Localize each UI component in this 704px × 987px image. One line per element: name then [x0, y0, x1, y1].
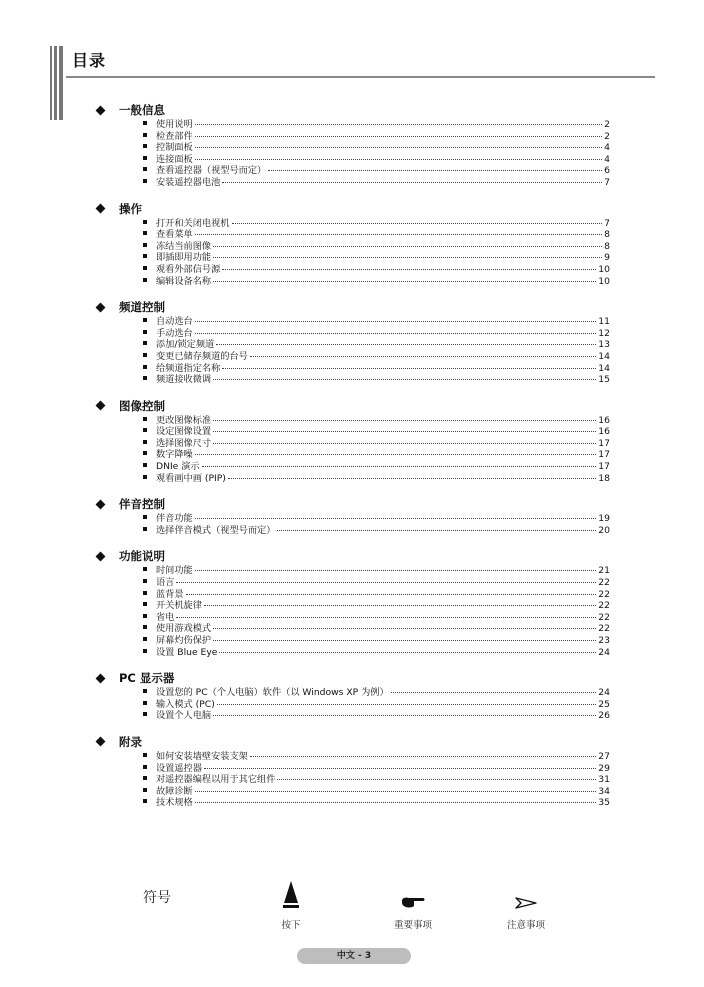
- square-bullet-icon: [143, 614, 147, 618]
- toc-entry[interactable]: [95, 525, 610, 537]
- toc-entry-text: 设置个人电脑: [156, 710, 212, 722]
- diamond-bullet-icon: [96, 204, 106, 214]
- toc-entry-text: 更改图像标准: [156, 414, 212, 426]
- diamond-bullet-icon: [96, 499, 106, 509]
- toc-entry-text: 检查部件: [156, 130, 193, 142]
- toc-entry[interactable]: [95, 786, 610, 798]
- toc-entry[interactable]: [95, 577, 610, 589]
- toc-entry-text: 设置遥控器: [156, 762, 202, 774]
- square-bullet-icon: [143, 765, 147, 769]
- square-bullet-icon: [143, 515, 147, 519]
- toc-entry-text: 设定图像设置: [156, 426, 212, 438]
- toc-entry-text: 使用说明: [156, 119, 193, 130]
- toc-section-title: 功能说明: [119, 549, 165, 564]
- toc-section-title: 伴音控制: [119, 497, 165, 512]
- square-bullet-icon: [143, 243, 147, 247]
- square-bullet-icon: [143, 440, 147, 444]
- square-bullet-icon: [143, 649, 147, 653]
- symbols-title: 符号: [143, 890, 171, 906]
- dot-leader: [213, 257, 602, 258]
- pointing-hand-icon: [401, 895, 425, 909]
- toc-entry-page: 11: [598, 316, 610, 328]
- square-bullet-icon: [143, 567, 147, 571]
- dot-leader: [222, 182, 602, 183]
- toc-entry-page: 9: [604, 252, 610, 264]
- toc-entry-page: 7: [604, 176, 610, 188]
- square-bullet-icon: [143, 451, 147, 455]
- press-arrow-icon: [283, 881, 299, 909]
- toc-entry-page: 8: [604, 240, 610, 252]
- square-bullet-icon: [143, 701, 147, 705]
- toc-entry-text: 编辑设备名称: [156, 275, 212, 287]
- toc-entry-text: 变更已储存频道的台号: [156, 350, 248, 362]
- toc-entry[interactable]: [95, 473, 610, 485]
- toc-entry[interactable]: [95, 374, 610, 386]
- dot-leader: [195, 234, 602, 235]
- toc-entry[interactable]: [95, 363, 610, 375]
- toc-entry-page: 25: [598, 698, 610, 710]
- toc-entry-text: 观看外部信号源: [156, 263, 221, 275]
- toc-entry-page: 17: [598, 449, 610, 461]
- square-bullet-icon: [143, 428, 147, 432]
- toc-section-header: [95, 670, 610, 686]
- symbol-press: [271, 875, 311, 931]
- toc-section: [95, 102, 610, 189]
- toc-entry-page: 7: [604, 217, 610, 229]
- dot-leader: [213, 715, 596, 716]
- square-bullet-icon: [143, 156, 147, 160]
- square-bullet-icon: [143, 179, 147, 183]
- dot-leader: [268, 170, 602, 171]
- toc-entry-text: 控制面板: [156, 142, 193, 154]
- square-bullet-icon: [143, 266, 147, 270]
- dot-leader: [195, 321, 597, 322]
- toc-entry-text: 连接面板: [156, 153, 193, 165]
- toc-entry-page: 19: [598, 513, 610, 525]
- toc-entry[interactable]: [95, 589, 610, 601]
- diamond-bullet-icon: [96, 105, 106, 115]
- dot-leader: [213, 443, 596, 444]
- symbols-legend: [0, 875, 704, 935]
- toc-entry-text: 语言: [156, 577, 175, 589]
- toc-entry-text: 设置 Blue Eye: [156, 646, 218, 658]
- dot-leader: [213, 379, 596, 380]
- toc-entry-text: 技术规格: [156, 797, 193, 809]
- toc-entry-text: 自动选台: [156, 316, 193, 328]
- toc-entry-text: 如何安装墙壁安装支架: [156, 750, 248, 762]
- toc-section-title: 频道控制: [119, 300, 165, 315]
- diamond-bullet-icon: [96, 737, 106, 747]
- toc-entry-text: 添加/锁定频道: [156, 339, 215, 351]
- square-bullet-icon: [143, 167, 147, 171]
- page-number-badge: 中文 - 3: [297, 948, 411, 964]
- toc-entry[interactable]: [95, 710, 610, 722]
- toc-section-header: [95, 102, 610, 118]
- square-bullet-icon: [143, 278, 147, 282]
- toc-entry[interactable]: [95, 339, 610, 351]
- dot-leader: [195, 136, 602, 137]
- dot-leader: [195, 518, 597, 519]
- toc-section-title: PC 显示器: [119, 671, 175, 686]
- toc-section-header: [95, 398, 610, 414]
- toc-section-title: 一般信息: [119, 103, 165, 117]
- header-rule: [66, 76, 655, 78]
- toc-entry-page: 22: [598, 600, 610, 612]
- symbol-note-label: 注意事项: [506, 920, 545, 931]
- dot-leader: [213, 281, 596, 282]
- toc-entry-text: 屏幕灼伤保护: [156, 635, 212, 646]
- toc-entry-page: 21: [598, 565, 610, 577]
- toc-entry[interactable]: [95, 241, 610, 253]
- square-bullet-icon: [143, 144, 147, 148]
- square-bullet-icon: [143, 689, 147, 693]
- toc-entry-text: 查看遥控器（视型号而定）: [156, 165, 267, 177]
- dot-leader: [217, 704, 597, 705]
- toc-entry-text: 输入模式 (PC): [156, 698, 215, 710]
- toc-section: [95, 201, 610, 288]
- toc-section-header: [95, 734, 610, 750]
- dot-leader: [213, 640, 596, 641]
- dot-leader: [195, 124, 602, 125]
- toc-entry-page: 2: [604, 130, 610, 142]
- square-bullet-icon: [143, 133, 147, 137]
- toc-entry-page: 34: [598, 785, 610, 797]
- toc-entry[interactable]: [95, 316, 610, 328]
- toc-entry-page: 27: [598, 750, 610, 762]
- symbol-important: [383, 875, 443, 931]
- dot-leader: [176, 582, 596, 583]
- toc-entry-text: 省电: [156, 611, 175, 623]
- square-bullet-icon: [143, 637, 147, 641]
- diamond-bullet-icon: [96, 673, 106, 683]
- dot-leader: [222, 269, 596, 270]
- square-bullet-icon: [143, 712, 147, 716]
- dot-leader: [391, 692, 597, 693]
- square-bullet-icon: [143, 799, 147, 803]
- toc-entry[interactable]: [95, 797, 610, 809]
- toc-section-header: [95, 299, 610, 315]
- toc-entry[interactable]: [95, 218, 610, 230]
- toc-entry-text: 蓝背景: [156, 588, 184, 600]
- toc-entry-text: 给频道指定名称: [156, 362, 221, 374]
- dot-leader: [222, 368, 596, 369]
- dot-leader: [195, 147, 602, 148]
- dot-leader: [176, 617, 596, 618]
- toc-entry-page: 35: [598, 797, 610, 809]
- dot-leader: [213, 420, 596, 421]
- toc-entry[interactable]: [95, 229, 610, 241]
- toc-entry-text: 观看画中画 (PIP): [156, 472, 226, 484]
- square-bullet-icon: [143, 341, 147, 345]
- diamond-bullet-icon: [96, 401, 106, 411]
- square-bullet-icon: [143, 625, 147, 629]
- square-bullet-icon: [143, 254, 147, 258]
- toc-section: [95, 398, 610, 485]
- square-bullet-icon: [143, 591, 147, 595]
- toc-entry-page: 10: [598, 275, 610, 287]
- dot-leader: [250, 756, 596, 757]
- toc-entry-page: 20: [598, 524, 610, 536]
- square-bullet-icon: [143, 220, 147, 224]
- toc-entry[interactable]: [95, 264, 610, 276]
- square-bullet-icon: [143, 753, 147, 757]
- toc-entry[interactable]: [95, 328, 610, 340]
- toc-entry-page: 22: [598, 577, 610, 589]
- dot-leader: [216, 344, 596, 345]
- dot-leader: [195, 333, 597, 334]
- square-bullet-icon: [143, 602, 147, 606]
- dot-leader: [204, 605, 596, 606]
- toc-entry-page: 22: [598, 588, 610, 600]
- toc-entry-page: 14: [598, 350, 610, 362]
- square-bullet-icon: [143, 318, 147, 322]
- toc-entry-text: 时间功能: [156, 565, 193, 577]
- toc-entry[interactable]: [95, 438, 610, 450]
- toc-entry[interactable]: [95, 461, 610, 473]
- toc-entry-text: 故障诊断: [156, 785, 193, 797]
- dot-leader: [204, 768, 596, 769]
- dot-leader: [186, 594, 597, 595]
- toc-entry-page: 8: [604, 229, 610, 241]
- dot-leader: [213, 628, 596, 629]
- dot-leader: [277, 530, 596, 531]
- square-bullet-icon: [143, 330, 147, 334]
- toc-section: [95, 299, 610, 386]
- toc-entry[interactable]: [95, 763, 610, 775]
- toc-entry-text: 数字降噪: [156, 449, 193, 461]
- square-bullet-icon: [143, 788, 147, 792]
- toc-entry-page: 13: [598, 339, 610, 351]
- square-bullet-icon: [143, 776, 147, 780]
- toc-section-title: 附录: [119, 734, 142, 749]
- toc-entry[interactable]: [95, 177, 610, 189]
- square-bullet-icon: [143, 376, 147, 380]
- square-bullet-icon: [143, 579, 147, 583]
- page-title: 目录: [72, 51, 107, 70]
- toc-entry[interactable]: [95, 774, 610, 786]
- toc-entry-page: 24: [598, 687, 610, 699]
- square-bullet-icon: [143, 365, 147, 369]
- toc-entry[interactable]: [95, 276, 610, 288]
- toc-entry-page: 24: [598, 646, 610, 658]
- toc-entry[interactable]: [95, 154, 610, 166]
- symbol-note: [496, 875, 556, 931]
- toc-entry-page: 22: [598, 611, 610, 623]
- dot-leader: [213, 246, 602, 247]
- toc-entry-page: 26: [598, 710, 610, 722]
- square-bullet-icon: [143, 121, 147, 125]
- toc-entry[interactable]: [95, 351, 610, 363]
- toc-entry[interactable]: [95, 647, 610, 659]
- toc-entry-page: 4: [604, 142, 610, 154]
- dot-leader: [219, 652, 596, 653]
- toc-entry[interactable]: [95, 415, 610, 427]
- toc-entry-page: 29: [598, 762, 610, 774]
- toc-entry-text: 对遥控器编程以用于其它组件: [156, 774, 276, 786]
- toc-entry-page: 23: [598, 635, 610, 646]
- toc-entry-page: 16: [598, 414, 610, 426]
- toc-section-title: 操作: [119, 201, 142, 216]
- toc-section: [95, 548, 610, 658]
- toc-entry-text: 查看菜单: [156, 229, 193, 241]
- toc-entry-text: 使用游戏模式: [156, 623, 212, 635]
- toc-section-header: [95, 496, 610, 512]
- toc-entry[interactable]: [95, 751, 610, 763]
- toc-entry[interactable]: [95, 623, 610, 635]
- toc-entry[interactable]: [95, 612, 610, 624]
- toc-entry[interactable]: [95, 426, 610, 438]
- dot-leader: [195, 159, 602, 160]
- dot-leader: [232, 223, 603, 224]
- toc-entry[interactable]: [95, 565, 610, 577]
- symbol-important-label: 重要事项: [393, 920, 432, 931]
- toc-entry-page: 6: [604, 165, 610, 177]
- square-bullet-icon: [143, 231, 147, 235]
- toc-entry-text: 选择伴音模式（视型号而定）: [156, 524, 276, 536]
- toc-entry-page: 16: [598, 426, 610, 438]
- toc-entry[interactable]: [95, 165, 610, 177]
- dot-leader: [213, 431, 596, 432]
- toc-section: [95, 734, 610, 809]
- toc-entry-page: 17: [598, 461, 610, 473]
- square-bullet-icon: [143, 527, 147, 531]
- header-stripes: [50, 46, 66, 120]
- toc-entry-page: 18: [598, 472, 610, 484]
- diamond-bullet-icon: [96, 302, 106, 312]
- toc-entry-text: 即插即用功能: [156, 252, 212, 264]
- toc-entry[interactable]: [95, 142, 610, 154]
- toc-section: [95, 496, 610, 536]
- note-arrow-icon: [515, 897, 537, 909]
- dot-leader: [195, 454, 597, 455]
- dot-leader: [250, 356, 596, 357]
- diamond-bullet-icon: [96, 551, 106, 561]
- toc-entry-text: 频道接收微调: [156, 374, 212, 386]
- toc-entry-page: 15: [598, 374, 610, 386]
- toc-entry-text: 冻结当前图像: [156, 240, 212, 252]
- toc-entry-page: 2: [604, 119, 610, 130]
- toc-entry[interactable]: [95, 252, 610, 264]
- toc-section: [95, 670, 610, 722]
- toc-entry-page: 31: [598, 774, 610, 786]
- toc-section-title: 图像控制: [119, 398, 165, 413]
- square-bullet-icon: [143, 475, 147, 479]
- toc-entry[interactable]: [95, 699, 610, 711]
- symbol-press-label: 按下: [281, 920, 301, 931]
- toc-entry-text: 伴音功能: [156, 513, 193, 525]
- toc-entry-text: 设置您的 PC（个人电脑）软件（以 Windows XP 为例）: [156, 687, 389, 699]
- toc-section-header: [95, 201, 610, 217]
- square-bullet-icon: [143, 463, 147, 467]
- dot-leader: [228, 478, 596, 479]
- toc-entry-page: 14: [598, 362, 610, 374]
- toc-entry-text: 安装遥控器电池: [156, 176, 221, 188]
- toc-entry-page: 10: [598, 263, 610, 275]
- toc-entry-text: 开关机旋律: [156, 600, 202, 612]
- dot-leader: [195, 791, 597, 792]
- toc-entry[interactable]: [95, 131, 610, 143]
- toc-entry-text: 选择图像尺寸: [156, 437, 212, 449]
- dot-leader: [195, 802, 597, 803]
- toc-entry[interactable]: [95, 449, 610, 461]
- toc-entry[interactable]: [95, 600, 610, 612]
- square-bullet-icon: [143, 353, 147, 357]
- toc-entry[interactable]: [95, 119, 610, 131]
- toc-entry[interactable]: [95, 635, 610, 647]
- toc-entry-text: 手动选台: [156, 327, 193, 339]
- dot-leader: [277, 779, 596, 780]
- toc-entry[interactable]: [95, 513, 610, 525]
- toc-entry-page: 22: [598, 623, 610, 635]
- dot-leader: [202, 466, 597, 467]
- table-of-contents: [95, 102, 610, 821]
- dot-leader: [195, 570, 597, 571]
- toc-entry-page: 4: [604, 153, 610, 165]
- toc-entry-page: 12: [598, 327, 610, 339]
- square-bullet-icon: [143, 417, 147, 421]
- toc-entry-page: 17: [598, 437, 610, 449]
- toc-entry[interactable]: [95, 687, 610, 699]
- toc-section-header: [95, 548, 610, 564]
- toc-entry-text: 打开和关闭电视机: [156, 217, 230, 229]
- toc-entry-text: DNIe 演示: [156, 461, 200, 473]
